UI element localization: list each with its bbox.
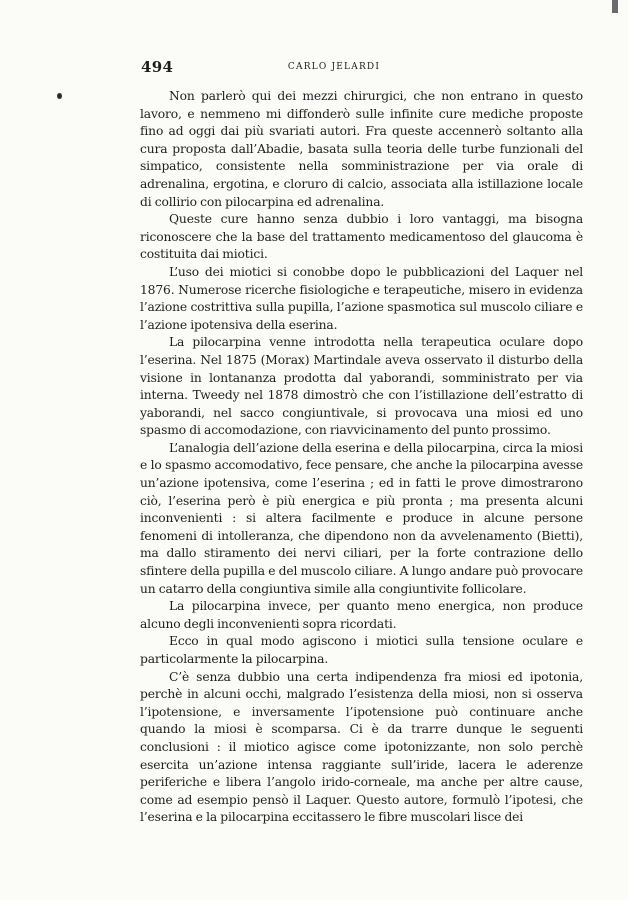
paragraph: La pilocarpina invece, per quanto meno energica, non produce alcuno degli inconvenienti sopra ricordati.	[140, 599, 583, 631]
body-text	[140, 88, 583, 827]
scan-corner-mark	[612, 0, 618, 13]
running-title: CARLO JELARDI	[287, 62, 381, 72]
paragraph: Queste cure hanno senza dubbio i loro vantaggi, ma bisogna riconoscere che la base del trattamento medicamentoso del glaucoma è costituita dai miotici.	[140, 212, 583, 262]
margin-dot-mark	[57, 93, 62, 99]
paragraph: Non parlerò qui dei mezzi chirurgici, che non entrano in questo lavoro, e nemmeno mi diffonderò sulle infinite cure mediche proposte fino ad oggi dai più svariati autori. Fra queste accennerò soltanto alla cura proposta dall’Abadie, basata sulla teoria delle turbe funzionali del simpatico, consistente nella somministrazione per via orale di adrenalina, ergotina, e cloruro di calcio, associata alla istillazione locale di collirio con pilocarpina ed adrenalina.	[140, 89, 583, 209]
paragraph: L’analogia dell’azione della eserina e della pilocarpina, circa la miosi e lo spasmo accomodativo, fece pensare, che anche la pilocarpina avesse un’azione ipotensiva, come l’eserina ; ed in fatti le prove dimostrarono ciò, l’eserina però è più energica e più pronta ; ma presenta alcuni inconvenienti : si altera facilmente e produce in alcune persone fenomeni di intolleranza, che dipendono non da avvelenamento (Bietti), ma dallo stiramento dei nervi ciliari, per la forte contrazione dello sfintere della pupilla e del muscolo ciliare. A lungo andare può provocare un catarro della congiuntiva simile alla congiuntivite follicolare.	[140, 440, 583, 596]
paragraph: Ecco in qual modo agiscono i miotici sulla tensione oculare e particolarmente la pilocarpina.	[140, 634, 583, 666]
paragraph: L’uso dei miotici si conobbe dopo le pubblicazioni del Laquer nel 1876. Numerose ricerche fisiologiche e terapeutiche, misero in evidenza l’azione costrittiva sulla pupilla, l’azione spasmotica sul muscolo ciliare e l’azione ipotensiva della eserina.	[140, 264, 583, 332]
paragraph: La pilocarpina venne introdotta nella terapeutica oculare dopo l’eserina. Nel 1875 (Morax) Martindale aveva osservato il disturbo della visione in lontananza prodotta dal yaborandi, somministrato per via interna. Tweedy nel 1878 dimostrò che con l’istillazione dell’estratto di yaborandi, nel sacco congiuntivale, si provocava una miosi ed uno spasmo di accomodazione, con riavvicinamento del punto prossimo.	[140, 335, 583, 438]
page-number: 494	[141, 58, 174, 76]
paragraph: C’è senza dubbio una certa indipendenza fra miosi ed ipotonia, perchè in alcuni occhi, malgrado l’esistenza della miosi, non si osserva l’ipotensione, e inversamente l’ipotensione può continuare anche quando la miosi è scomparsa. Ci è da trarre dunque le seguenti conclusioni : il miotico agisce come ipotonizzante, non solo perchè esercita un’azione intensa raggiante sull’iride, lacera le aderenze periferiche e libera l’angolo irido-corneale, ma anche per altre cause, come ad esempio pensò il Laquer. Questo autore, formulò l’ipotesi, che l’eserina e la pilocarpina eccitassero le fibre muscolari lisce dei	[140, 669, 583, 825]
